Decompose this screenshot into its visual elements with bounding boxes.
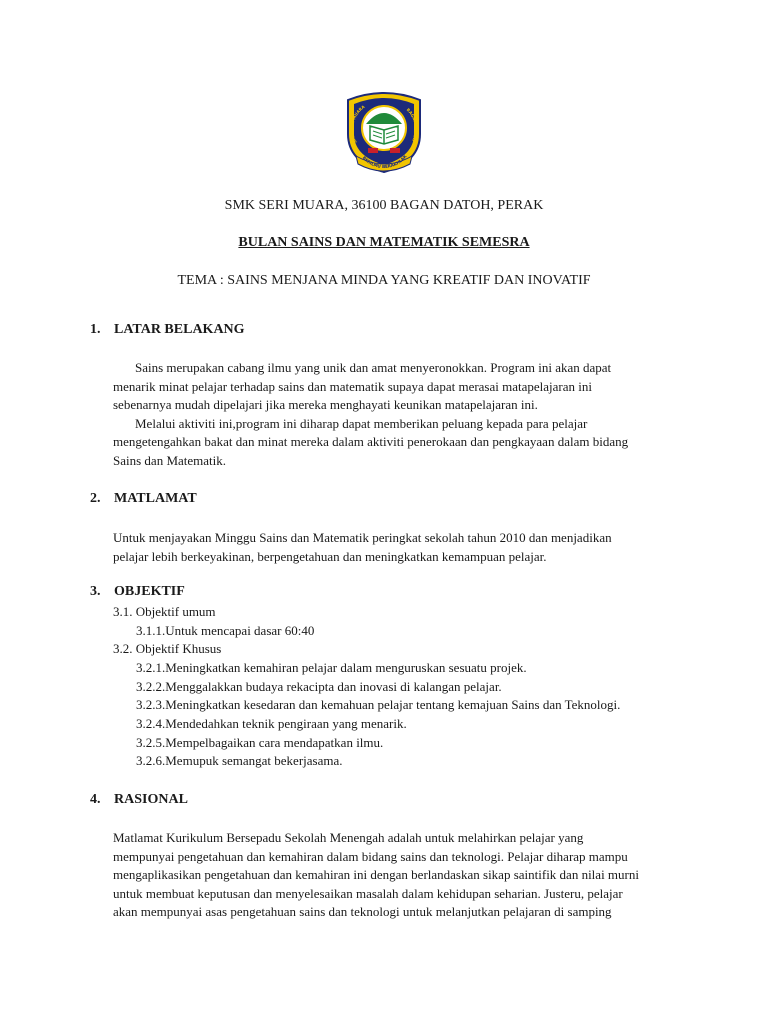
objective-item: 3.2.4.Mendedahkan teknik pengiraan yang menarik. bbox=[136, 716, 407, 731]
paragraph-line: Untuk menjayakan Minggu Sains dan Matematik peringkat sekolah tahun 2010 dan menjadikan bbox=[113, 530, 612, 545]
section-heading-matlamat bbox=[90, 491, 197, 507]
objective-item: 3.2.6.Memupuk semangat bekerjasama. bbox=[136, 753, 343, 768]
section-title: MATLAMAT bbox=[114, 491, 197, 506]
objective-item: 3.2.5.Mempelbagaikan cara mendapatkan ilmu. bbox=[136, 735, 384, 750]
objective-item: 3.2.3.Meningkatkan kesedaran dan kemahuan pelajar tentang kemajuan Sains dan Teknologi. bbox=[136, 697, 621, 712]
paragraph-line: mengaplikasikan pengetahuan dan kemahiran ini dengan berlandaskan sikap saintifik dan nilai murni bbox=[113, 867, 639, 883]
school-crest-icon bbox=[342, 90, 426, 174]
section-title: OBJEKTIF bbox=[114, 584, 185, 599]
section-number: 1. bbox=[90, 322, 101, 337]
paragraph-line: mengetengahkan bakat dan minat mereka dalam aktiviti penerokaan dan pengkayaan dalam bidang bbox=[113, 434, 629, 450]
paragraph-line: pelajar lebih berkeyakinan, berpengetahuan dan meningkatkan kemampuan pelajar. bbox=[113, 548, 547, 564]
section-number: 4. bbox=[90, 792, 101, 807]
paragraph-line: sebenarnya mudah dipelajari jika mereka menghayati keunikan matapelajaran ini. bbox=[113, 397, 538, 413]
section-heading-latar-belakang bbox=[90, 322, 245, 338]
section-title: LATAR BELAKANG bbox=[114, 322, 245, 337]
section-heading-rasional bbox=[90, 792, 188, 808]
svg-text:SMK SERI MUARA: SMK SERI MUARA bbox=[349, 104, 366, 145]
paragraph-matlamat bbox=[113, 529, 673, 566]
paragraph-line: Matlamat Kurikulum Bersepadu Sekolah Menengah adalah untuk melahirkan pelajar yang bbox=[113, 830, 584, 845]
section-number: 2. bbox=[90, 491, 101, 506]
theme-line: TEMA : SAINS MENJANA MINDA YANG KREATIF DAN INOVATIF bbox=[177, 273, 591, 288]
svg-text:BERILMU BERAKHLAK: BERILMU BERAKHLAK bbox=[361, 153, 408, 170]
objective-item: 3.2.2.Menggalakkan budaya rekacipta dan inovasi di kalangan pelajar. bbox=[136, 679, 502, 694]
section-title: RASIONAL bbox=[114, 792, 188, 807]
paragraph-line: menarik minat pelajar terhadap sains dan matematik supaya dapat merasai matapelajaran ini bbox=[113, 378, 592, 394]
paragraph-line: akan mempunyai asas pengetahuan sains dan teknologi untuk melanjutkan pelajaran di samping bbox=[113, 904, 612, 920]
paragraph-rasional bbox=[113, 829, 673, 922]
school-address: SMK SERI MUARA, 36100 BAGAN DATOH, PERAK bbox=[224, 198, 544, 213]
paragraph-line: mempunyai pengetahuan dan kemahiran dalam bidang sains dan teknologi. Pelajar diharap mampu bbox=[113, 848, 628, 864]
paragraph-line: Sains dan Matematik. bbox=[113, 452, 227, 468]
paragraph-latar-belakang bbox=[113, 359, 673, 471]
section-heading-objektif bbox=[90, 584, 185, 600]
svg-text:BAGAN DATOH: BAGAN DATOH bbox=[405, 107, 419, 143]
event-title: BULAN SAINS DAN MATEMATIK SEMESRA bbox=[238, 235, 530, 250]
paragraph-line: untuk membuat keputusan dan menyelesaikan masalah dalam kehidupan seharian. Justeru, pelajar bbox=[113, 885, 623, 901]
paragraph-line: Melalui aktiviti ini,program ini diharap dapat memberikan peluang kepada para pelajar bbox=[135, 415, 588, 431]
objective-item: 3.1.1.Untuk mencapai dasar 60:40 bbox=[136, 623, 315, 638]
objective-item: 3.1. Objektif umum bbox=[113, 604, 216, 619]
objective-item: 3.2.1.Meningkatkan kemahiran pelajar dalam menguruskan sesuatu projek. bbox=[136, 660, 527, 675]
section-number: 3. bbox=[90, 584, 101, 599]
paragraph-line: Sains merupakan cabang ilmu yang unik dan amat menyeronokkan. Program ini akan dapat bbox=[135, 360, 612, 375]
objective-item: 3.2. Objektif Khusus bbox=[113, 641, 222, 656]
